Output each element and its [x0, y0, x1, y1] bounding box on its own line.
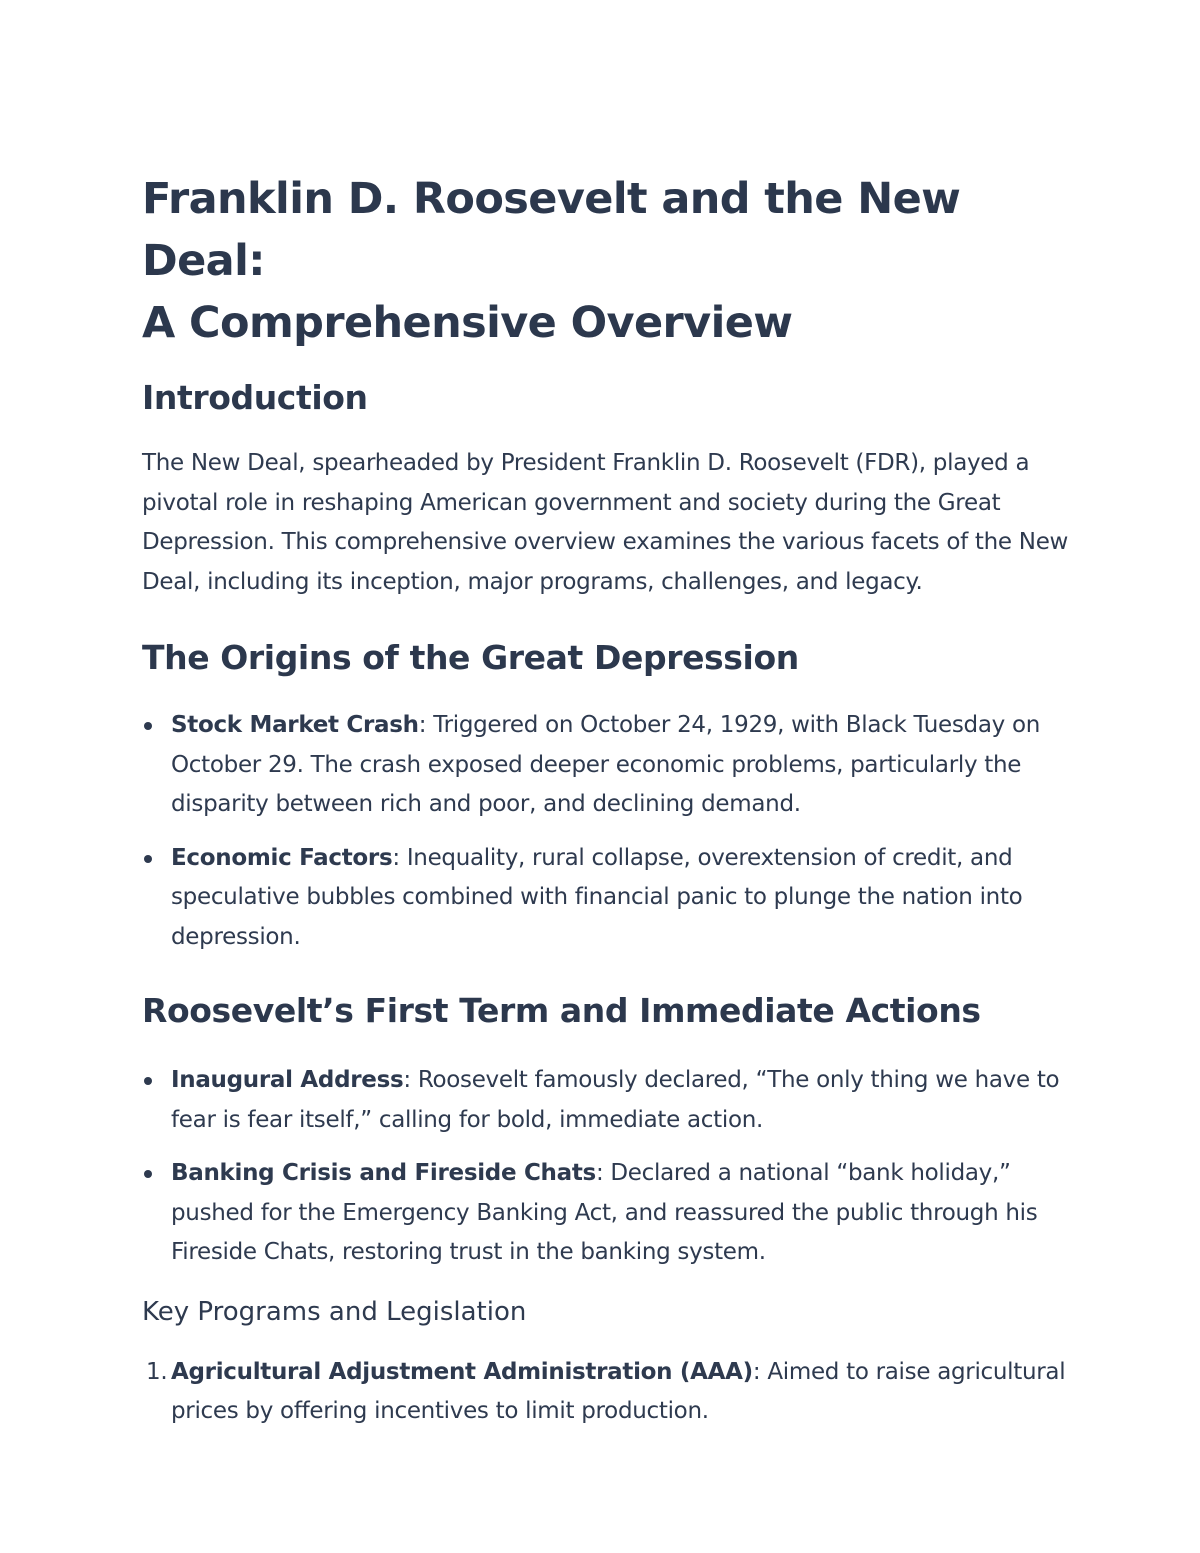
bullet-icon: [144, 855, 152, 863]
list-item: [142, 1154, 1072, 1273]
list-item: [142, 706, 1072, 825]
bullet-icon: [144, 1077, 152, 1085]
first-term-list: [142, 1061, 1072, 1273]
list-item: [142, 839, 1072, 958]
item-text: : Aimed to raise agricultural prices by offering incentives to limit production.: [171, 1358, 1066, 1424]
introduction-paragraph: The New Deal, spearheaded by President Franklin D. Roosevelt (FDR), played a pivotal role in reshaping American government and society during the Great Depression. This comprehensive overview examines the various facets of the New Deal, including its inception, major programs, challenges, and legacy.: [142, 450, 1069, 595]
item-text: : Inequality, rural collapse, overextension of credit, and speculative bubbles combined with financial panic to plunge the nation into depression.: [171, 844, 1023, 950]
bullet-icon: [144, 722, 152, 730]
first-term-heading: Roosevelt’s First Term and Immediate Actions: [142, 991, 981, 1030]
introduction-heading: Introduction: [142, 378, 368, 417]
origins-heading: The Origins of the Great Depression: [142, 638, 799, 677]
title-line-1: Franklin D. Roosevelt and the New Deal:: [142, 174, 961, 286]
list-item: [142, 1061, 1072, 1140]
list-item: [142, 1353, 1072, 1432]
origins-list: [142, 706, 1072, 957]
item-text: : Triggered on October 24, 1929, with Black Tuesday on October 29. The crash exposed deeper economic problems, particularly the disparity between rich and poor, and declining demand.: [171, 712, 1041, 817]
document-title: [142, 168, 1072, 354]
programs-heading: Key Programs and Legislation: [142, 1296, 527, 1327]
item-term: Inaugural Address: [171, 1067, 404, 1093]
list-number: 1.: [146, 1358, 168, 1385]
item-text: : Roosevelt famously declared, “The only thing we have to fear is fear itself,” calling for bold, immediate action.: [171, 1067, 1060, 1133]
item-text: : Declared a national “bank holiday,” pushed for the Emergency Banking Act, and reassured the public through his Fireside Chats, restoring trust in the banking system.: [171, 1160, 1038, 1265]
item-term: Agricultural Adjustment Administration (AAA): [171, 1358, 753, 1385]
title-line-2: A Comprehensive Overview: [142, 298, 793, 348]
bullet-icon: [144, 1170, 152, 1178]
item-term: Economic Factors: [171, 844, 393, 871]
programs-list: [142, 1353, 1072, 1432]
item-term: Stock Market Crash: [171, 712, 419, 738]
item-term: Banking Crisis and Fireside Chats: [171, 1160, 596, 1186]
document-page: [142, 168, 1072, 1432]
